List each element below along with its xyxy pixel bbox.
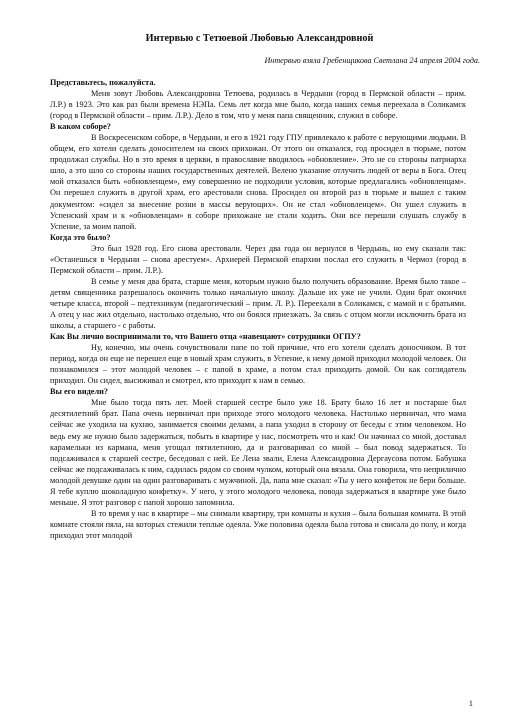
question-heading: Вы его видели? (50, 387, 108, 397)
answer-paragraph: В то время у нас в квартире – мы снимали квартиру, три комнаты и кухня – была большая комната. В этой комнате стояли пяла, на которых стежили теплые одеяла. Уже половина одеяла была готова и свисала до полу, и когда приходил этот молодой (50, 508, 466, 540)
interview-meta: Интервью взяла Гребенщикова Светлана 24 апреля 2004 года. (264, 56, 480, 65)
document-title: Интервью с Тетюевой Любовью Александровной (145, 33, 374, 44)
answer-paragraph: Ну, конечно, мы очень сочувствовали папе по той причине, что его хотели сделать доносчиком. В тот период, когда он еще не перешел еще в новый храм служить, в Успение, к нему домой приходил молодой человек. Он познакомился – этот молодой человек – с папой в храме, а потом стал приходить домой. Он как соглядатель приходил. Он сидел, высиживал и смотрел, кто приходит к нам в семью. (50, 343, 466, 386)
answer-paragraph: Мне было тогда пять лет. Моей старшей сестре было уже 18. Брату было 16 лет и постарше был десятилетний брат. Папа очень нервничал при приходе этого молодого человека. Настолько нервничал, что мама сейчас же уходила на кухню, занимается своими делами, а папа уходил в сторону от беседы с этим человеком. Но ведь ему же нужно было задержаться, побыть в квартире у нас, посмотреть что и как! Он начинал со мной, доставал карамельки из кармана, меня угощал пятилетнюю, да и разговаривал со мной – был повод задержаться. То подсаживался к старшей сестре, беседовал с ней. Ее Лена звали, Елена Александровна Дергаусова потом. Бабушка сейчас же подсаживалась к ним, садилась рядом со своим чулком, который она вязала. Она говорила, что неприлично молодой девушке один на один разговаривать с мужчиной. Да, папа мне сказал: «Ты у него конфеток не бери больше. Я тебе куплю шоколадную конфетку». У него, у этого молодого человека, повода задержаться в квартире уже было меньше. Я этот разговор с папой хорошо запомнила. (50, 398, 466, 507)
question-heading: Как Вы лично воспринимали то, что Вашего отца «навещают» сотрудники ОГПУ? (50, 332, 361, 342)
answer-paragraph: В Воскресенском соборе, в Чердыни, и его в 1921 году ГПУ привлекало к работе с верующими людьми. В общем, его хотели сделать доносителем на своих прихожан. От этого он отказался, год просидел в тюрьме, потом продолжал службы. Но в это время в церкви, в православие вводилось «обновление». Это не со стороны патриарха шло, а это шло со стороны наших государственных деятелей. Велено указание отлучить людей от веры в Бога. Отец мой отказался быть «обновленцем», ему совершенно не подходили условия, которые предлагались «обновленцам». Он перешел служить в другой храм, его арестовали снова. Просидел он второй раз в тюрьме и вышел с таким документом: «сидел за внесение розни в массы верующих». Он не стал «обновленцем». Он ушел служить в Успенский храм и к «обновленцам» в соборе прихожане не стали ходить. Они все перешли слушать службу в Успение, за моим папой. (50, 133, 466, 231)
question-heading: Представьтесь, пожалуйста. (50, 78, 156, 87)
answer-paragraph: В семье у меня два брата, старше меня, которым нужно было получить образование. Время было такое – детям священника разрешалось окончить только начальную школу. Дальше их уже не учили. Один брат окончил четыре класса, второй – педтехникум (педагогический – прим. Л. Р.). Переехали в Соликамск, с мамой и с братьями. А отец у нас жил отдельно, настолько отдельно, что он боялся приезжать. За связь с отцом могли исключить брата из школы, а старшего - с работы. (50, 276, 466, 331)
page-number: 1 (468, 698, 473, 708)
document-body (50, 77, 466, 541)
question-heading: Когда это было? (50, 232, 111, 242)
answer-paragraph: Меня зовут Любовь Александровна Тетюева, родилась в Чердыни (город в Пермской области – прим. Л.Р.) в 1923. Это как раз были времена НЭПа. Семь лет когда мне было, когда наших семья переехала в Соликамск (город в Пермской области – прим. Л.Р.). Дело в том, что у меня папа священник, служил в соборе. (50, 89, 466, 121)
answer-paragraph: Это был 1928 год. Его снова арестовали. Через два года он вернулся в Чердынь, но ему сказали так: «Останешься в Чердыни – снова арестуем». Архиерей Пермской епархии послал его служить в Чермоз (город в Пермской области – прим. Л.Р.). (50, 243, 466, 275)
question-heading: В каком соборе? (50, 122, 111, 132)
